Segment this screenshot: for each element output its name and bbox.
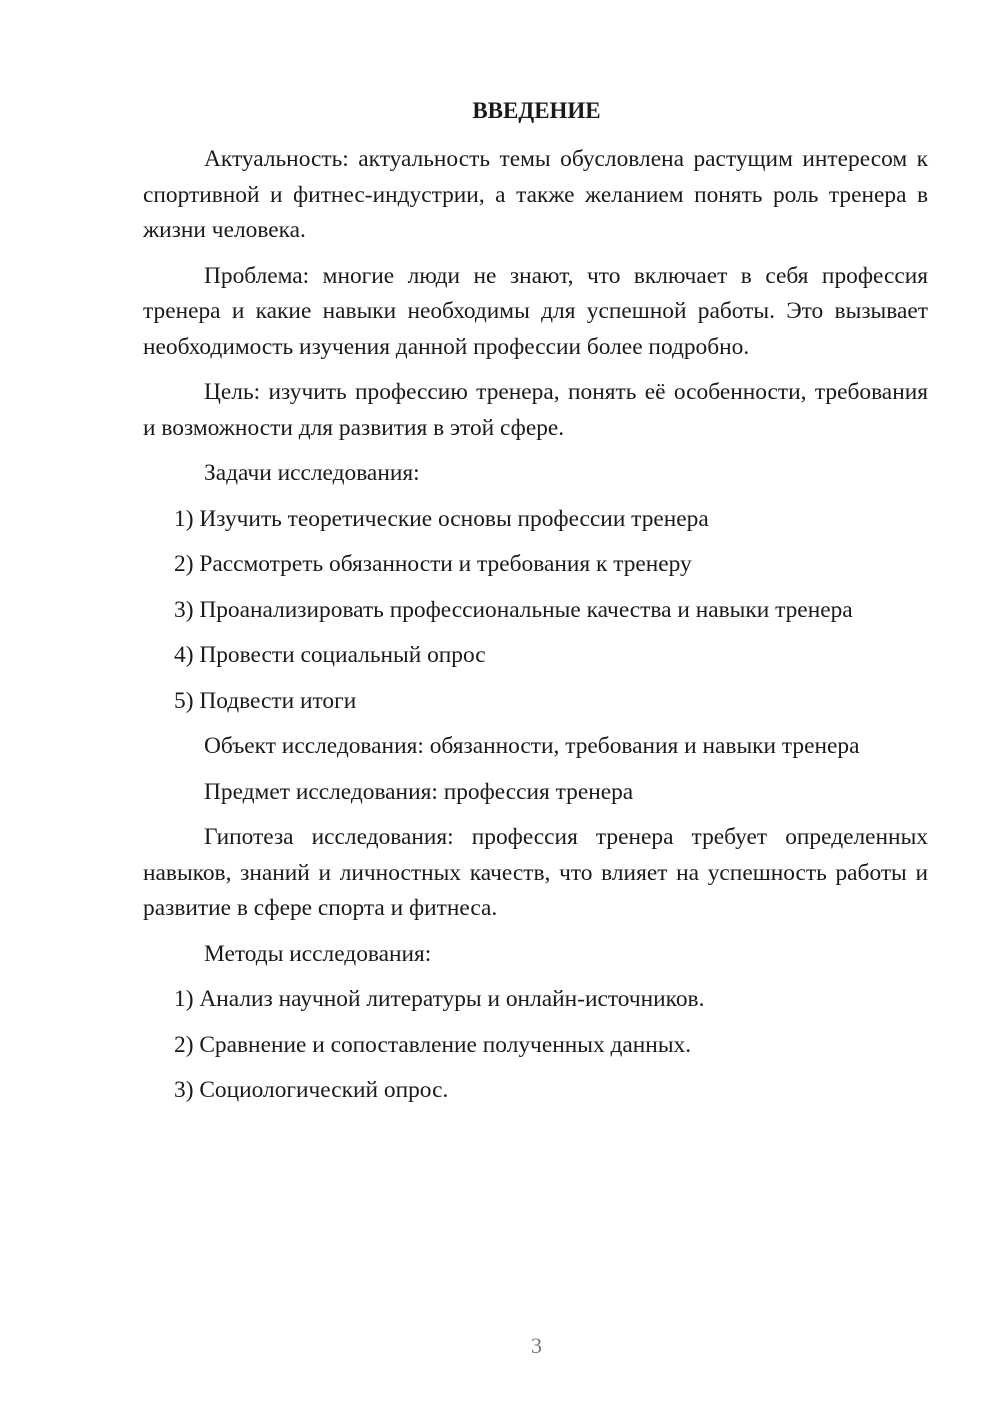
subject-paragraph: Предмет исследования: профессия тренера [204, 778, 634, 805]
task-item-5: 5) Подвести итоги [174, 687, 357, 714]
page-number: 3 [531, 1333, 542, 1358]
methods-heading: Методы исследования: [204, 940, 432, 967]
problem-paragraph: Проблема: многие люди не знают, что включает в себя профессия тренера и какие навыки необходимы для успешной работы. Это вызывает необходимость изучения данной профессии более подробно. [143, 262, 928, 360]
task-item-2: 2) Рассмотреть обязанности и требования к тренеру [174, 551, 692, 577]
task-item-4: 4) Провести социальный опрос [174, 642, 486, 668]
object-paragraph: Объект исследования: обязанности, требования и навыки тренера [204, 733, 860, 759]
task-item-3: 3) Проанализировать профессиональные качества и навыки тренера [174, 596, 853, 623]
goal-paragraph: Цель: изучить профессию тренера, понять её особенности, требования и возможности для развития в этой сфере. [143, 379, 928, 441]
method-item-1: 1) Анализ научной литературы и онлайн-источников. [174, 986, 705, 1012]
method-item-3: 3) Социологический опрос. [174, 1077, 449, 1103]
tasks-heading: Задачи исследования: [204, 460, 420, 486]
hypothesis-paragraph: Гипотеза исследования: профессия тренера требует определенных навыков, знаний и личностных качеств, что влияет на успешность работы и развитие в сфере спорта и фитнеса. [143, 824, 928, 921]
relevance-paragraph: Актуальность: актуальность темы обусловлена растущим интересом к спортивной и фитнес-индустрии, а также желанием понять роль тренера в жизни человека. [143, 146, 928, 243]
page-title: ВВЕДЕНИЕ [472, 98, 601, 123]
document-body [143, 142, 928, 1119]
method-item-2: 2) Сравнение и сопоставление полученных данных. [174, 1031, 692, 1058]
task-item-1: 1) Изучить теоретические основы профессии тренера [174, 505, 709, 532]
